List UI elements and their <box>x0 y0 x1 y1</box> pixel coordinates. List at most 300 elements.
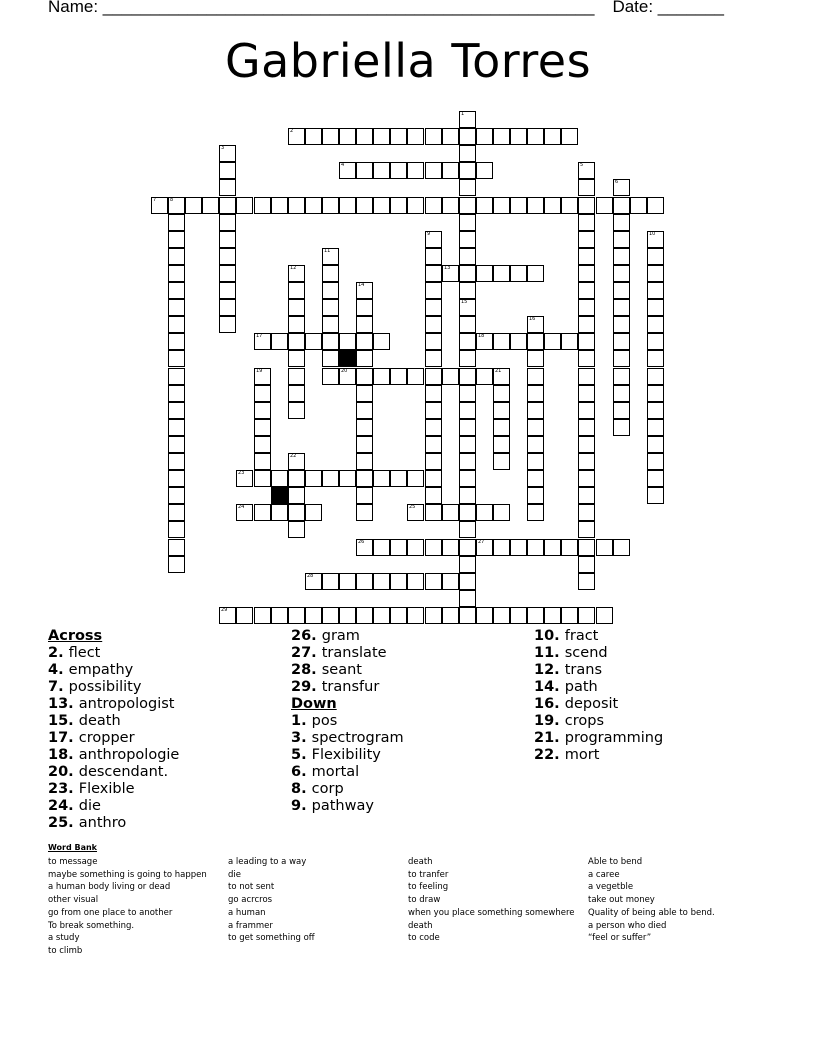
grid-cell[interactable] <box>459 487 476 504</box>
grid-cell[interactable] <box>459 402 476 419</box>
grid-cell[interactable] <box>647 265 664 282</box>
grid-cell[interactable] <box>613 265 630 282</box>
grid-cell[interactable] <box>459 521 476 538</box>
grid-cell[interactable] <box>305 607 322 624</box>
grid-cell[interactable] <box>459 282 476 299</box>
grid-cell[interactable] <box>647 316 664 333</box>
grid-cell[interactable] <box>288 299 305 316</box>
grid-cell[interactable] <box>630 197 647 214</box>
grid-cell[interactable] <box>305 470 322 487</box>
grid-cell[interactable] <box>510 539 527 556</box>
grid-cell[interactable] <box>425 487 442 504</box>
grid-cell[interactable] <box>596 607 613 624</box>
grid-cell[interactable] <box>356 128 373 145</box>
grid-cell[interactable] <box>254 197 271 214</box>
grid-cell[interactable] <box>339 162 356 179</box>
grid-cell[interactable] <box>613 385 630 402</box>
grid-cell[interactable] <box>168 248 185 265</box>
grid-cell[interactable] <box>476 162 493 179</box>
grid-cell[interactable] <box>578 282 595 299</box>
grid-cell[interactable] <box>254 368 271 385</box>
grid-cell[interactable] <box>425 316 442 333</box>
grid-cell[interactable] <box>613 316 630 333</box>
grid-cell[interactable] <box>561 539 578 556</box>
grid-cell[interactable] <box>288 453 305 470</box>
grid-cell[interactable] <box>459 265 476 282</box>
grid-cell[interactable] <box>647 248 664 265</box>
grid-cell[interactable] <box>578 556 595 573</box>
grid-cell[interactable] <box>254 470 271 487</box>
grid-cell[interactable] <box>356 419 373 436</box>
grid-cell[interactable] <box>647 350 664 367</box>
grid-cell[interactable] <box>305 573 322 590</box>
grid-cell[interactable] <box>578 179 595 196</box>
grid-cell[interactable] <box>219 162 236 179</box>
grid-cell[interactable] <box>168 453 185 470</box>
grid-cell[interactable] <box>219 316 236 333</box>
grid-cell[interactable] <box>476 333 493 350</box>
grid-cell[interactable] <box>151 197 168 214</box>
grid-cell[interactable] <box>510 128 527 145</box>
grid-cell[interactable] <box>168 265 185 282</box>
grid-cell[interactable] <box>527 197 544 214</box>
grid-cell[interactable] <box>578 607 595 624</box>
grid-cell[interactable] <box>425 385 442 402</box>
grid-cell[interactable] <box>425 402 442 419</box>
grid-cell[interactable] <box>425 282 442 299</box>
grid-cell[interactable] <box>459 539 476 556</box>
grid-cell[interactable] <box>168 231 185 248</box>
grid-cell[interactable] <box>476 265 493 282</box>
grid-cell[interactable] <box>305 504 322 521</box>
grid-cell[interactable] <box>510 607 527 624</box>
grid-cell[interactable] <box>647 453 664 470</box>
grid-cell[interactable] <box>544 539 561 556</box>
grid-cell[interactable] <box>288 128 305 145</box>
grid-cell[interactable] <box>425 197 442 214</box>
grid-cell[interactable] <box>288 385 305 402</box>
grid-cell[interactable] <box>578 453 595 470</box>
grid-cell[interactable] <box>578 231 595 248</box>
grid-cell[interactable] <box>236 197 253 214</box>
grid-cell[interactable] <box>647 419 664 436</box>
grid-cell[interactable] <box>254 436 271 453</box>
grid-cell[interactable] <box>356 197 373 214</box>
grid-cell[interactable] <box>613 299 630 316</box>
grid-cell[interactable] <box>219 248 236 265</box>
grid-cell[interactable] <box>168 350 185 367</box>
grid-cell[interactable] <box>339 368 356 385</box>
grid-cell[interactable] <box>544 333 561 350</box>
grid-cell[interactable] <box>578 316 595 333</box>
grid-cell[interactable] <box>425 607 442 624</box>
grid-cell[interactable] <box>442 197 459 214</box>
grid-cell[interactable] <box>356 299 373 316</box>
grid-cell[interactable] <box>647 487 664 504</box>
grid-cell[interactable] <box>356 282 373 299</box>
grid-cell[interactable] <box>322 197 339 214</box>
grid-cell[interactable] <box>236 504 253 521</box>
grid-cell[interactable] <box>527 504 544 521</box>
grid-cell[interactable] <box>442 128 459 145</box>
grid-cell[interactable] <box>544 197 561 214</box>
grid-cell[interactable] <box>236 607 253 624</box>
grid-cell[interactable] <box>254 607 271 624</box>
grid-cell[interactable] <box>459 231 476 248</box>
grid-cell[interactable] <box>390 162 407 179</box>
grid-cell[interactable] <box>288 368 305 385</box>
grid-cell[interactable] <box>613 333 630 350</box>
grid-cell[interactable] <box>527 453 544 470</box>
grid-cell[interactable] <box>527 128 544 145</box>
grid-cell[interactable] <box>168 214 185 231</box>
grid-cell[interactable] <box>613 179 630 196</box>
grid-cell[interactable] <box>425 231 442 248</box>
grid-cell[interactable] <box>527 436 544 453</box>
grid-cell[interactable] <box>442 368 459 385</box>
grid-cell[interactable] <box>271 197 288 214</box>
grid-cell[interactable] <box>168 436 185 453</box>
grid-cell[interactable] <box>459 145 476 162</box>
grid-cell[interactable] <box>356 504 373 521</box>
grid-cell[interactable] <box>425 128 442 145</box>
grid-cell[interactable] <box>527 607 544 624</box>
grid-cell[interactable] <box>168 197 185 214</box>
grid-cell[interactable] <box>459 350 476 367</box>
grid-cell[interactable] <box>356 385 373 402</box>
grid-cell[interactable] <box>356 316 373 333</box>
grid-cell[interactable] <box>356 350 373 367</box>
grid-cell[interactable] <box>459 368 476 385</box>
grid-cell[interactable] <box>578 504 595 521</box>
grid-cell[interactable] <box>647 282 664 299</box>
grid-cell[interactable] <box>527 402 544 419</box>
grid-cell[interactable] <box>356 453 373 470</box>
grid-cell[interactable] <box>168 504 185 521</box>
grid-cell[interactable] <box>407 128 424 145</box>
grid-cell[interactable] <box>168 299 185 316</box>
grid-cell[interactable] <box>425 248 442 265</box>
grid-cell[interactable] <box>578 333 595 350</box>
grid-cell[interactable] <box>442 162 459 179</box>
grid-cell[interactable] <box>527 350 544 367</box>
grid-cell[interactable] <box>493 402 510 419</box>
grid-cell[interactable] <box>613 248 630 265</box>
grid-cell[interactable] <box>647 231 664 248</box>
grid-cell[interactable] <box>168 368 185 385</box>
grid-cell[interactable] <box>578 436 595 453</box>
grid-cell[interactable] <box>459 470 476 487</box>
grid-cell[interactable] <box>339 197 356 214</box>
grid-cell[interactable] <box>493 368 510 385</box>
grid-cell[interactable] <box>356 573 373 590</box>
grid-cell[interactable] <box>219 214 236 231</box>
grid-cell[interactable] <box>425 470 442 487</box>
grid-cell[interactable] <box>356 162 373 179</box>
grid-cell[interactable] <box>510 265 527 282</box>
grid-cell[interactable] <box>613 402 630 419</box>
grid-cell[interactable] <box>527 419 544 436</box>
grid-cell[interactable] <box>493 333 510 350</box>
grid-cell[interactable] <box>459 214 476 231</box>
grid-cell[interactable] <box>288 265 305 282</box>
grid-cell[interactable] <box>476 607 493 624</box>
grid-cell[interactable] <box>493 436 510 453</box>
grid-cell[interactable] <box>613 350 630 367</box>
grid-cell[interactable] <box>322 248 339 265</box>
grid-cell[interactable] <box>578 573 595 590</box>
grid-cell[interactable] <box>647 436 664 453</box>
grid-cell[interactable] <box>578 539 595 556</box>
grid-cell[interactable] <box>254 402 271 419</box>
grid-cell[interactable] <box>647 197 664 214</box>
grid-cell[interactable] <box>442 573 459 590</box>
grid-cell[interactable] <box>647 402 664 419</box>
grid-cell[interactable] <box>493 453 510 470</box>
grid-cell[interactable] <box>305 333 322 350</box>
grid-cell[interactable] <box>219 607 236 624</box>
grid-cell[interactable] <box>288 333 305 350</box>
grid-cell[interactable] <box>219 282 236 299</box>
grid-cell[interactable] <box>578 470 595 487</box>
grid-cell[interactable] <box>613 368 630 385</box>
grid-cell[interactable] <box>425 368 442 385</box>
grid-cell[interactable] <box>322 368 339 385</box>
grid-cell[interactable] <box>407 573 424 590</box>
grid-cell[interactable] <box>373 607 390 624</box>
grid-cell[interactable] <box>578 402 595 419</box>
grid-cell[interactable] <box>459 556 476 573</box>
grid-cell[interactable] <box>425 333 442 350</box>
grid-cell[interactable] <box>613 419 630 436</box>
grid-cell[interactable] <box>561 128 578 145</box>
grid-cell[interactable] <box>356 487 373 504</box>
grid-cell[interactable] <box>288 504 305 521</box>
grid-cell[interactable] <box>578 350 595 367</box>
grid-cell[interactable] <box>459 111 476 128</box>
grid-cell[interactable] <box>288 607 305 624</box>
grid-cell[interactable] <box>305 197 322 214</box>
grid-cell[interactable] <box>647 299 664 316</box>
grid-cell[interactable] <box>168 282 185 299</box>
grid-cell[interactable] <box>288 487 305 504</box>
grid-cell[interactable] <box>493 197 510 214</box>
grid-cell[interactable] <box>442 607 459 624</box>
grid-cell[interactable] <box>425 539 442 556</box>
grid-cell[interactable] <box>561 607 578 624</box>
grid-cell[interactable] <box>476 128 493 145</box>
grid-cell[interactable] <box>288 282 305 299</box>
grid-cell[interactable] <box>168 316 185 333</box>
grid-cell[interactable] <box>202 197 219 214</box>
grid-cell[interactable] <box>578 385 595 402</box>
grid-cell[interactable] <box>578 487 595 504</box>
grid-cell[interactable] <box>288 316 305 333</box>
grid-cell[interactable] <box>271 333 288 350</box>
grid-cell[interactable] <box>322 299 339 316</box>
grid-cell[interactable] <box>168 385 185 402</box>
grid-cell[interactable] <box>493 385 510 402</box>
grid-cell[interactable] <box>168 487 185 504</box>
grid-cell[interactable] <box>254 453 271 470</box>
grid-cell[interactable] <box>613 282 630 299</box>
grid-cell[interactable] <box>390 197 407 214</box>
grid-cell[interactable] <box>459 385 476 402</box>
grid-cell[interactable] <box>339 128 356 145</box>
grid-cell[interactable] <box>476 368 493 385</box>
grid-cell[interactable] <box>459 333 476 350</box>
grid-cell[interactable] <box>647 385 664 402</box>
grid-cell[interactable] <box>356 539 373 556</box>
grid-cell[interactable] <box>596 197 613 214</box>
grid-cell[interactable] <box>527 487 544 504</box>
grid-cell[interactable] <box>373 368 390 385</box>
grid-cell[interactable] <box>373 573 390 590</box>
grid-cell[interactable] <box>407 504 424 521</box>
grid-cell[interactable] <box>219 299 236 316</box>
grid-cell[interactable] <box>493 128 510 145</box>
grid-cell[interactable] <box>647 368 664 385</box>
grid-cell[interactable] <box>407 470 424 487</box>
grid-cell[interactable] <box>390 573 407 590</box>
grid-cell[interactable] <box>322 333 339 350</box>
grid-cell[interactable] <box>271 470 288 487</box>
grid-cell[interactable] <box>288 521 305 538</box>
grid-cell[interactable] <box>527 265 544 282</box>
grid-cell[interactable] <box>305 128 322 145</box>
grid-cell[interactable] <box>219 231 236 248</box>
grid-cell[interactable] <box>425 350 442 367</box>
grid-cell[interactable] <box>322 282 339 299</box>
grid-cell[interactable] <box>613 214 630 231</box>
grid-cell[interactable] <box>459 573 476 590</box>
grid-cell[interactable] <box>425 573 442 590</box>
grid-cell[interactable] <box>493 539 510 556</box>
grid-cell[interactable] <box>425 419 442 436</box>
grid-cell[interactable] <box>322 316 339 333</box>
grid-cell[interactable] <box>339 470 356 487</box>
grid-cell[interactable] <box>510 197 527 214</box>
grid-cell[interactable] <box>254 385 271 402</box>
grid-cell[interactable] <box>373 333 390 350</box>
grid-cell[interactable] <box>322 128 339 145</box>
grid-cell[interactable] <box>390 470 407 487</box>
grid-cell[interactable] <box>390 607 407 624</box>
grid-cell[interactable] <box>219 179 236 196</box>
grid-cell[interactable] <box>407 607 424 624</box>
grid-cell[interactable] <box>390 368 407 385</box>
grid-cell[interactable] <box>219 265 236 282</box>
grid-cell[interactable] <box>322 470 339 487</box>
grid-cell[interactable] <box>271 504 288 521</box>
grid-cell[interactable] <box>356 368 373 385</box>
grid-cell[interactable] <box>459 590 476 607</box>
grid-cell[interactable] <box>288 470 305 487</box>
grid-cell[interactable] <box>527 333 544 350</box>
grid-cell[interactable] <box>425 504 442 521</box>
grid-cell[interactable] <box>578 162 595 179</box>
grid-cell[interactable] <box>356 402 373 419</box>
grid-cell[interactable] <box>322 573 339 590</box>
grid-cell[interactable] <box>459 162 476 179</box>
grid-cell[interactable] <box>390 128 407 145</box>
grid-cell[interactable] <box>459 197 476 214</box>
grid-cell[interactable] <box>356 436 373 453</box>
grid-cell[interactable] <box>647 470 664 487</box>
grid-cell[interactable] <box>493 607 510 624</box>
grid-cell[interactable] <box>236 470 253 487</box>
grid-cell[interactable] <box>647 333 664 350</box>
grid-cell[interactable] <box>613 231 630 248</box>
grid-cell[interactable] <box>459 128 476 145</box>
grid-cell[interactable] <box>459 436 476 453</box>
grid-cell[interactable] <box>425 436 442 453</box>
grid-cell[interactable] <box>254 504 271 521</box>
grid-cell[interactable] <box>527 316 544 333</box>
grid-cell[interactable] <box>442 265 459 282</box>
grid-cell[interactable] <box>544 128 561 145</box>
grid-cell[interactable] <box>254 419 271 436</box>
grid-cell[interactable] <box>425 162 442 179</box>
grid-cell[interactable] <box>578 197 595 214</box>
grid-cell[interactable] <box>578 248 595 265</box>
grid-cell[interactable] <box>407 162 424 179</box>
grid-cell[interactable] <box>288 402 305 419</box>
grid-cell[interactable] <box>578 419 595 436</box>
grid-cell[interactable] <box>459 453 476 470</box>
grid-cell[interactable] <box>407 368 424 385</box>
grid-cell[interactable] <box>613 539 630 556</box>
grid-cell[interactable] <box>442 504 459 521</box>
grid-cell[interactable] <box>168 333 185 350</box>
grid-cell[interactable] <box>510 333 527 350</box>
grid-cell[interactable] <box>219 145 236 162</box>
grid-cell[interactable] <box>339 607 356 624</box>
grid-cell[interactable] <box>459 316 476 333</box>
grid-cell[interactable] <box>596 539 613 556</box>
grid-cell[interactable] <box>527 539 544 556</box>
grid-cell[interactable] <box>425 453 442 470</box>
grid-cell[interactable] <box>561 197 578 214</box>
grid-cell[interactable] <box>373 197 390 214</box>
grid-cell[interactable] <box>271 607 288 624</box>
grid-cell[interactable] <box>459 179 476 196</box>
grid-cell[interactable] <box>425 265 442 282</box>
grid-cell[interactable] <box>168 470 185 487</box>
grid-cell[interactable] <box>442 539 459 556</box>
grid-cell[interactable] <box>219 197 236 214</box>
grid-cell[interactable] <box>373 539 390 556</box>
grid-cell[interactable] <box>185 197 202 214</box>
grid-cell[interactable] <box>168 521 185 538</box>
grid-cell[interactable] <box>578 299 595 316</box>
grid-cell[interactable] <box>322 350 339 367</box>
grid-cell[interactable] <box>168 539 185 556</box>
grid-cell[interactable] <box>373 128 390 145</box>
grid-cell[interactable] <box>356 470 373 487</box>
grid-cell[interactable] <box>425 299 442 316</box>
grid-cell[interactable] <box>168 402 185 419</box>
grid-cell[interactable] <box>476 539 493 556</box>
grid-cell[interactable] <box>527 368 544 385</box>
grid-cell[interactable] <box>613 197 630 214</box>
grid-cell[interactable] <box>168 419 185 436</box>
grid-cell[interactable] <box>578 521 595 538</box>
grid-cell[interactable] <box>493 504 510 521</box>
grid-cell[interactable] <box>561 333 578 350</box>
grid-cell[interactable] <box>476 197 493 214</box>
grid-cell[interactable] <box>459 248 476 265</box>
